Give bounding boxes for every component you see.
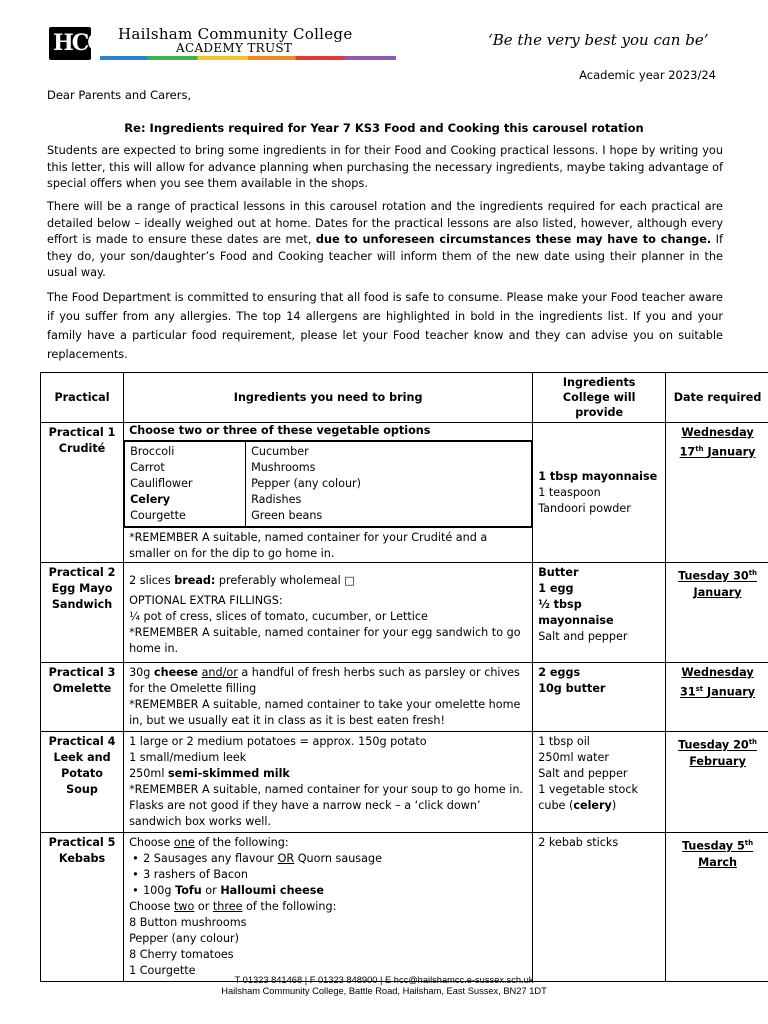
college-item: 250ml water — [538, 751, 609, 764]
p2-bread — [129, 573, 527, 589]
practical-2-date — [666, 563, 768, 663]
list-item — [143, 883, 527, 899]
paragraph-1: Students are expected to bring some ingredients in for their Food and Cooking practical lessons. I hope by writing you this letter, this will allow for advance planning when purchasing the necessary ingredients, maybe taking advantage of special offers when you see them available in the shops. — [47, 144, 723, 190]
veg-item: Cucumber — [251, 445, 309, 458]
p5-c2-b: or — [194, 900, 213, 913]
college-item: Salt and pepper — [538, 630, 628, 643]
p1-date-month: January — [707, 445, 756, 459]
p2-bold: due to unforeseen circumstances these may have to change. — [315, 233, 712, 246]
p1-choose — [124, 423, 532, 441]
practical-5-date — [666, 833, 768, 982]
practical-2-ingredients — [124, 563, 533, 663]
p2-bread-bold: bread: — [174, 574, 216, 587]
p5-b1-a: 2 Sausages any flavour — [143, 852, 278, 865]
p1-name-2: Crudité — [58, 442, 106, 455]
veg-item: Cauliflower — [130, 477, 193, 490]
p5-b3-a: 100g — [143, 884, 176, 897]
p2-name-1: Practical 2 — [48, 566, 116, 579]
p4-cube-b: ) — [611, 799, 617, 812]
p5-choose-b: of the following: — [194, 836, 289, 849]
p2-remember: *REMEMBER A suitable, named container for your egg sandwich to go home in. — [129, 626, 521, 655]
list-item: • 3 rashers of Bacon — [143, 867, 527, 883]
footer-address: Hailsham Community College, Battle Road, Hailsham, East Sussex, BN27 1DT — [221, 986, 547, 996]
p1-date-suffix: th — [695, 445, 704, 453]
p5-b3-hal: Halloumi cheese — [220, 884, 324, 897]
veg-options — [124, 441, 532, 527]
p5-name-2: Kebabs — [58, 852, 106, 865]
college-item: Butter — [538, 566, 579, 579]
p2-date-day: Tuesday 30 — [678, 569, 749, 583]
veg-right-col — [246, 442, 532, 527]
list-item: Pepper (any colour) — [129, 932, 240, 945]
p4-line3-bold: semi-skimmed milk — [167, 767, 290, 780]
p3-ingredients-text — [129, 665, 527, 697]
practical-1-college — [533, 423, 666, 563]
header-college: Ingredients College will provide — [533, 373, 666, 423]
practical-2-college — [533, 563, 666, 663]
p5-choose — [129, 835, 527, 851]
college-logo — [49, 27, 103, 60]
p2-text-a: There will be a range of practical lessons in this carousel rotation and the ingredients required for each practical are detailed below – ideally weighed out at home. Dates for the practical lessons are also listed, however, although every effort is made to ensure these dates are met, — [47, 200, 723, 246]
p5-b3-b: or — [201, 884, 221, 897]
org-name-line2: ACADEMY TRUST — [176, 41, 293, 55]
p1-date-2 — [671, 441, 764, 461]
ingredients-table — [40, 372, 768, 982]
college-item: 1 egg — [538, 582, 574, 595]
table-row — [41, 663, 768, 732]
practical-3-ingredients — [124, 663, 533, 732]
p4-date-month: February — [689, 754, 746, 768]
college-item: 2 eggs — [538, 666, 581, 679]
veg-item: Courgette — [130, 509, 186, 522]
p3-remember: *REMEMBER A suitable, named container to take your omelette home in, but we usually eat it in class as it is best eaten fresh! — [129, 698, 521, 727]
table-row — [41, 563, 768, 663]
college-item: Tandoori powder — [538, 501, 631, 515]
p3-date-day: 31 — [680, 685, 696, 699]
p5-date-1 — [671, 835, 764, 855]
p3-date-month: January — [707, 685, 756, 699]
veg-item: Broccoli — [130, 445, 175, 458]
practical-5-name — [41, 833, 124, 982]
college-item: Salt and pepper — [538, 767, 628, 780]
p2-bread-b: preferably wholemeal □ — [215, 574, 355, 587]
p5-c2-a: Choose — [129, 900, 174, 913]
p5-b1-b: Quorn sausage — [294, 852, 382, 865]
motto: ‘Be the very best you can be’ — [488, 31, 709, 49]
p5-choose2 — [129, 899, 527, 915]
practical-4-name — [41, 732, 124, 833]
p1-name-1: Practical 1 — [48, 426, 116, 439]
paragraph-2 — [47, 199, 723, 282]
p2-name-3: Sandwich — [51, 598, 113, 611]
veg-item: Mushrooms — [251, 461, 316, 474]
college-item: 1 tbsp mayonnaise — [538, 469, 658, 483]
p2-fillings: ¼ pot of cress, slices of tomato, cucumber, or Lettice — [129, 610, 428, 623]
college-item: 10g butter — [538, 682, 606, 695]
p2-text-b: If they do, your son/daughter’s Food and Cooking teacher will inform them of the new date using their planner in the usual way. — [47, 233, 723, 279]
p5-b1-u: OR — [277, 852, 295, 865]
college-item: 1 teaspoon — [538, 485, 601, 499]
list-item — [143, 851, 527, 867]
practical-5-college — [533, 833, 666, 982]
p5-bullets — [129, 851, 527, 899]
p5-c2-u2: three — [212, 900, 243, 913]
practical-4-ingredients — [124, 732, 533, 833]
p3-name-2: Omelette — [52, 682, 112, 695]
header-ingredients: Ingredients you need to bring — [124, 373, 533, 423]
rainbow-rule — [100, 56, 396, 60]
practical-2-name — [41, 563, 124, 663]
p2-date-month: January — [693, 585, 742, 599]
p3-date-2 — [671, 681, 764, 701]
p2-bread-a: 2 slices — [129, 574, 175, 587]
p1-date-1: Wednesday — [681, 426, 754, 439]
p4-name-1: Practical 4 — [48, 735, 116, 748]
practical-1-date — [666, 423, 768, 563]
practical-3-college — [533, 663, 666, 732]
veg-item: Pepper (any colour) — [251, 477, 362, 490]
list-item: 1 Courgette — [129, 964, 196, 977]
logo-text: HCC — [53, 30, 103, 56]
college-item: ½ tbsp mayonnaise — [538, 598, 614, 627]
veg-item: Carrot — [130, 461, 165, 474]
p2-date-1 — [671, 565, 764, 585]
practical-3-name — [41, 663, 124, 732]
p3-name-1: Practical 3 — [48, 666, 116, 679]
practical-4-college — [533, 732, 666, 833]
college-item: 1 tbsp oil — [538, 735, 590, 748]
p4-line3-a: 250ml — [129, 767, 168, 780]
practical-1-ingredients — [124, 423, 533, 563]
p5-date-month: March — [698, 855, 737, 869]
practical-1-name — [41, 423, 124, 563]
p1-date-day: 17 — [679, 445, 696, 459]
org-name-line1: Hailsham Community College — [118, 25, 353, 43]
p4-date-1 — [671, 734, 764, 754]
veg-left-col — [125, 442, 246, 527]
p4-line1: 1 large or 2 medium potatoes = approx. 150g potato — [129, 735, 427, 748]
header-date: Date required — [666, 373, 768, 423]
p4-line2: 1 small/medium leek — [129, 751, 247, 764]
p3-a: 30g — [129, 666, 154, 679]
table-header-row — [41, 373, 768, 423]
p4-line3 — [129, 766, 527, 782]
p2-optional: OPTIONAL EXTRA FILLINGS: — [129, 594, 283, 607]
p3-date-1: Wednesday — [681, 666, 754, 679]
p5-choose-u: one — [173, 836, 195, 849]
p4-cube-bold: celery — [573, 799, 612, 812]
veg-item: Celery — [130, 493, 171, 506]
p4-date-suffix: th — [748, 738, 758, 746]
p3-c: a handful of fresh herbs such as parsley or chives for the Omelette filling — [129, 666, 520, 695]
header-practical: Practical — [41, 373, 124, 423]
college-item: 2 kebab sticks — [538, 836, 619, 849]
veg-item: Green beans — [251, 509, 323, 522]
practical-4-date — [666, 732, 768, 833]
college-item — [538, 798, 660, 814]
p2-date-suffix: th — [748, 569, 758, 577]
p5-b3-tofu: Tofu — [175, 884, 202, 897]
p4-name-3: Potato — [61, 767, 103, 780]
table-row — [41, 833, 768, 982]
p5-date-day: Tuesday 5 — [681, 839, 745, 853]
p5-name-1: Practical 5 — [48, 836, 116, 849]
paragraph-3: The Food Department is committed to ensuring that all food is safe to consume. Please make your Food teacher aware if you suffer from any allergies. The top 14 allergens are highlighted in bold in the ingredients list. If you and your family have a particular food requirement, please let your Food teacher know and they can advise you on suitable replacements. — [47, 291, 723, 361]
subject-line: Re: Ingredients required for Year 7 KS3 Food and Cooking this carousel rotation — [124, 121, 644, 135]
practical-3-date — [666, 663, 768, 732]
p3-andor: and/or — [201, 666, 238, 679]
p5-c2-u1: two — [173, 900, 195, 913]
veg-item: Radishes — [251, 493, 302, 506]
p5-date-suffix: th — [744, 839, 754, 847]
salutation: Dear Parents and Carers, — [47, 88, 192, 102]
footer-contact: T 01323 841468 | F 01323 848900 | E hcc@hailshamcc.e-sussex.sch.uk — [234, 975, 534, 985]
p2-name-2: Egg Mayo — [51, 582, 113, 595]
list-item: 8 Cherry tomatoes — [129, 948, 234, 961]
p4-date-day: Tuesday 20 — [678, 738, 749, 752]
academic-year: Academic year 2023/24 — [579, 68, 716, 82]
p5-choose-a: Choose — [129, 836, 174, 849]
practical-5-ingredients — [124, 833, 533, 982]
table-row — [41, 732, 768, 833]
p4-name-4: Soup — [66, 783, 98, 796]
p1-choose-text: Choose two or three of these vegetable options — [129, 424, 431, 437]
p4-remember: *REMEMBER A suitable, named container for your soup to go home in. Flasks are not good if they have a narrow neck – a ‘click down’ sandwich box works well. — [129, 783, 523, 828]
p4-cube-a: cube ( — [538, 799, 574, 812]
p5-c2-c: of the following: — [242, 900, 337, 913]
college-item: 1 vegetable stock — [538, 783, 638, 796]
list-item: 8 Button mushrooms — [129, 916, 247, 929]
p3-date-suffix: st — [695, 685, 704, 693]
table-row — [41, 423, 768, 563]
p4-name-2: Leek and — [53, 751, 111, 764]
p1-remember: *REMEMBER A suitable, named container for your Crudité and a smaller on for the dip to go home in. — [124, 527, 532, 562]
p3-cheese: cheese — [153, 666, 198, 679]
